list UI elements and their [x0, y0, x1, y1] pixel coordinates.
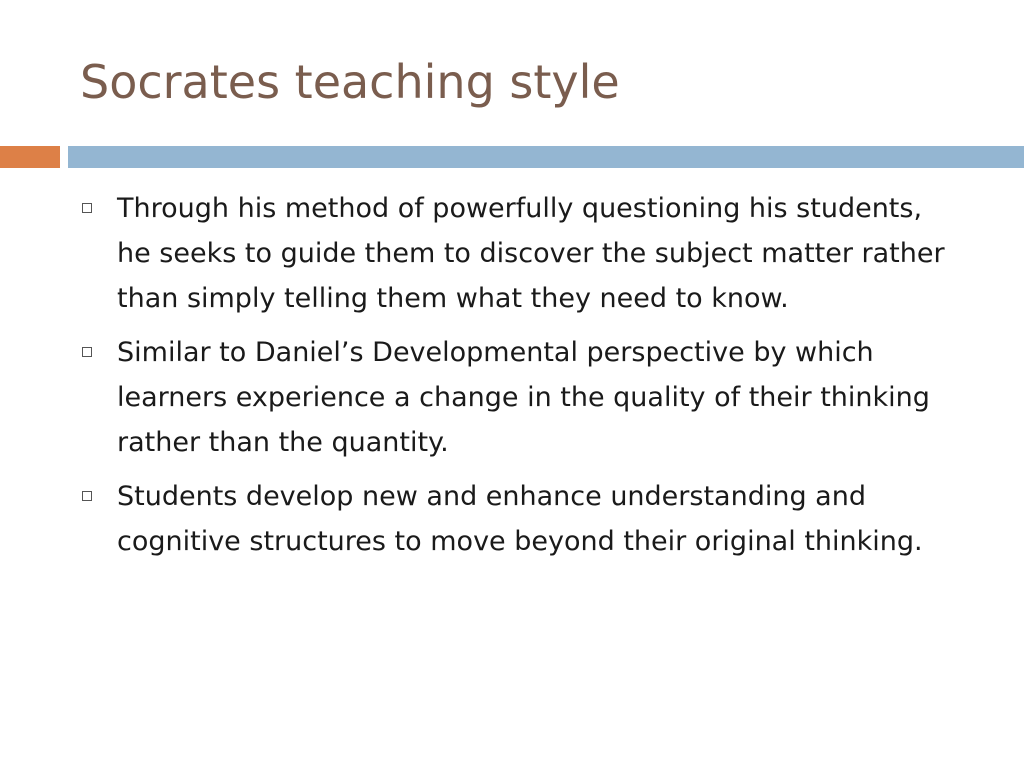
bullet-text: Similar to Daniel’s Developmental perspective by which learners experience a change in the quality of their thinking rather than the quantity. [117, 337, 930, 458]
slide-title: Socrates teaching style [80, 55, 620, 109]
bullet-text: Students develop new and enhance understanding and cognitive structures to move beyond their original thinking. [117, 481, 923, 557]
square-bullet-icon [82, 491, 92, 501]
bullet-list [82, 186, 962, 573]
square-bullet-icon [82, 347, 92, 357]
bullet-item [82, 186, 962, 321]
bullet-item [82, 330, 962, 465]
square-bullet-icon [82, 203, 92, 213]
bullet-item [82, 474, 962, 564]
accent-bar-left [0, 146, 60, 168]
bullet-text: Through his method of powerfully questioning his students, he seeks to guide them to discover the subject matter rather than simply telling them what they need to know. [117, 193, 945, 314]
accent-bar-right [68, 146, 1024, 168]
